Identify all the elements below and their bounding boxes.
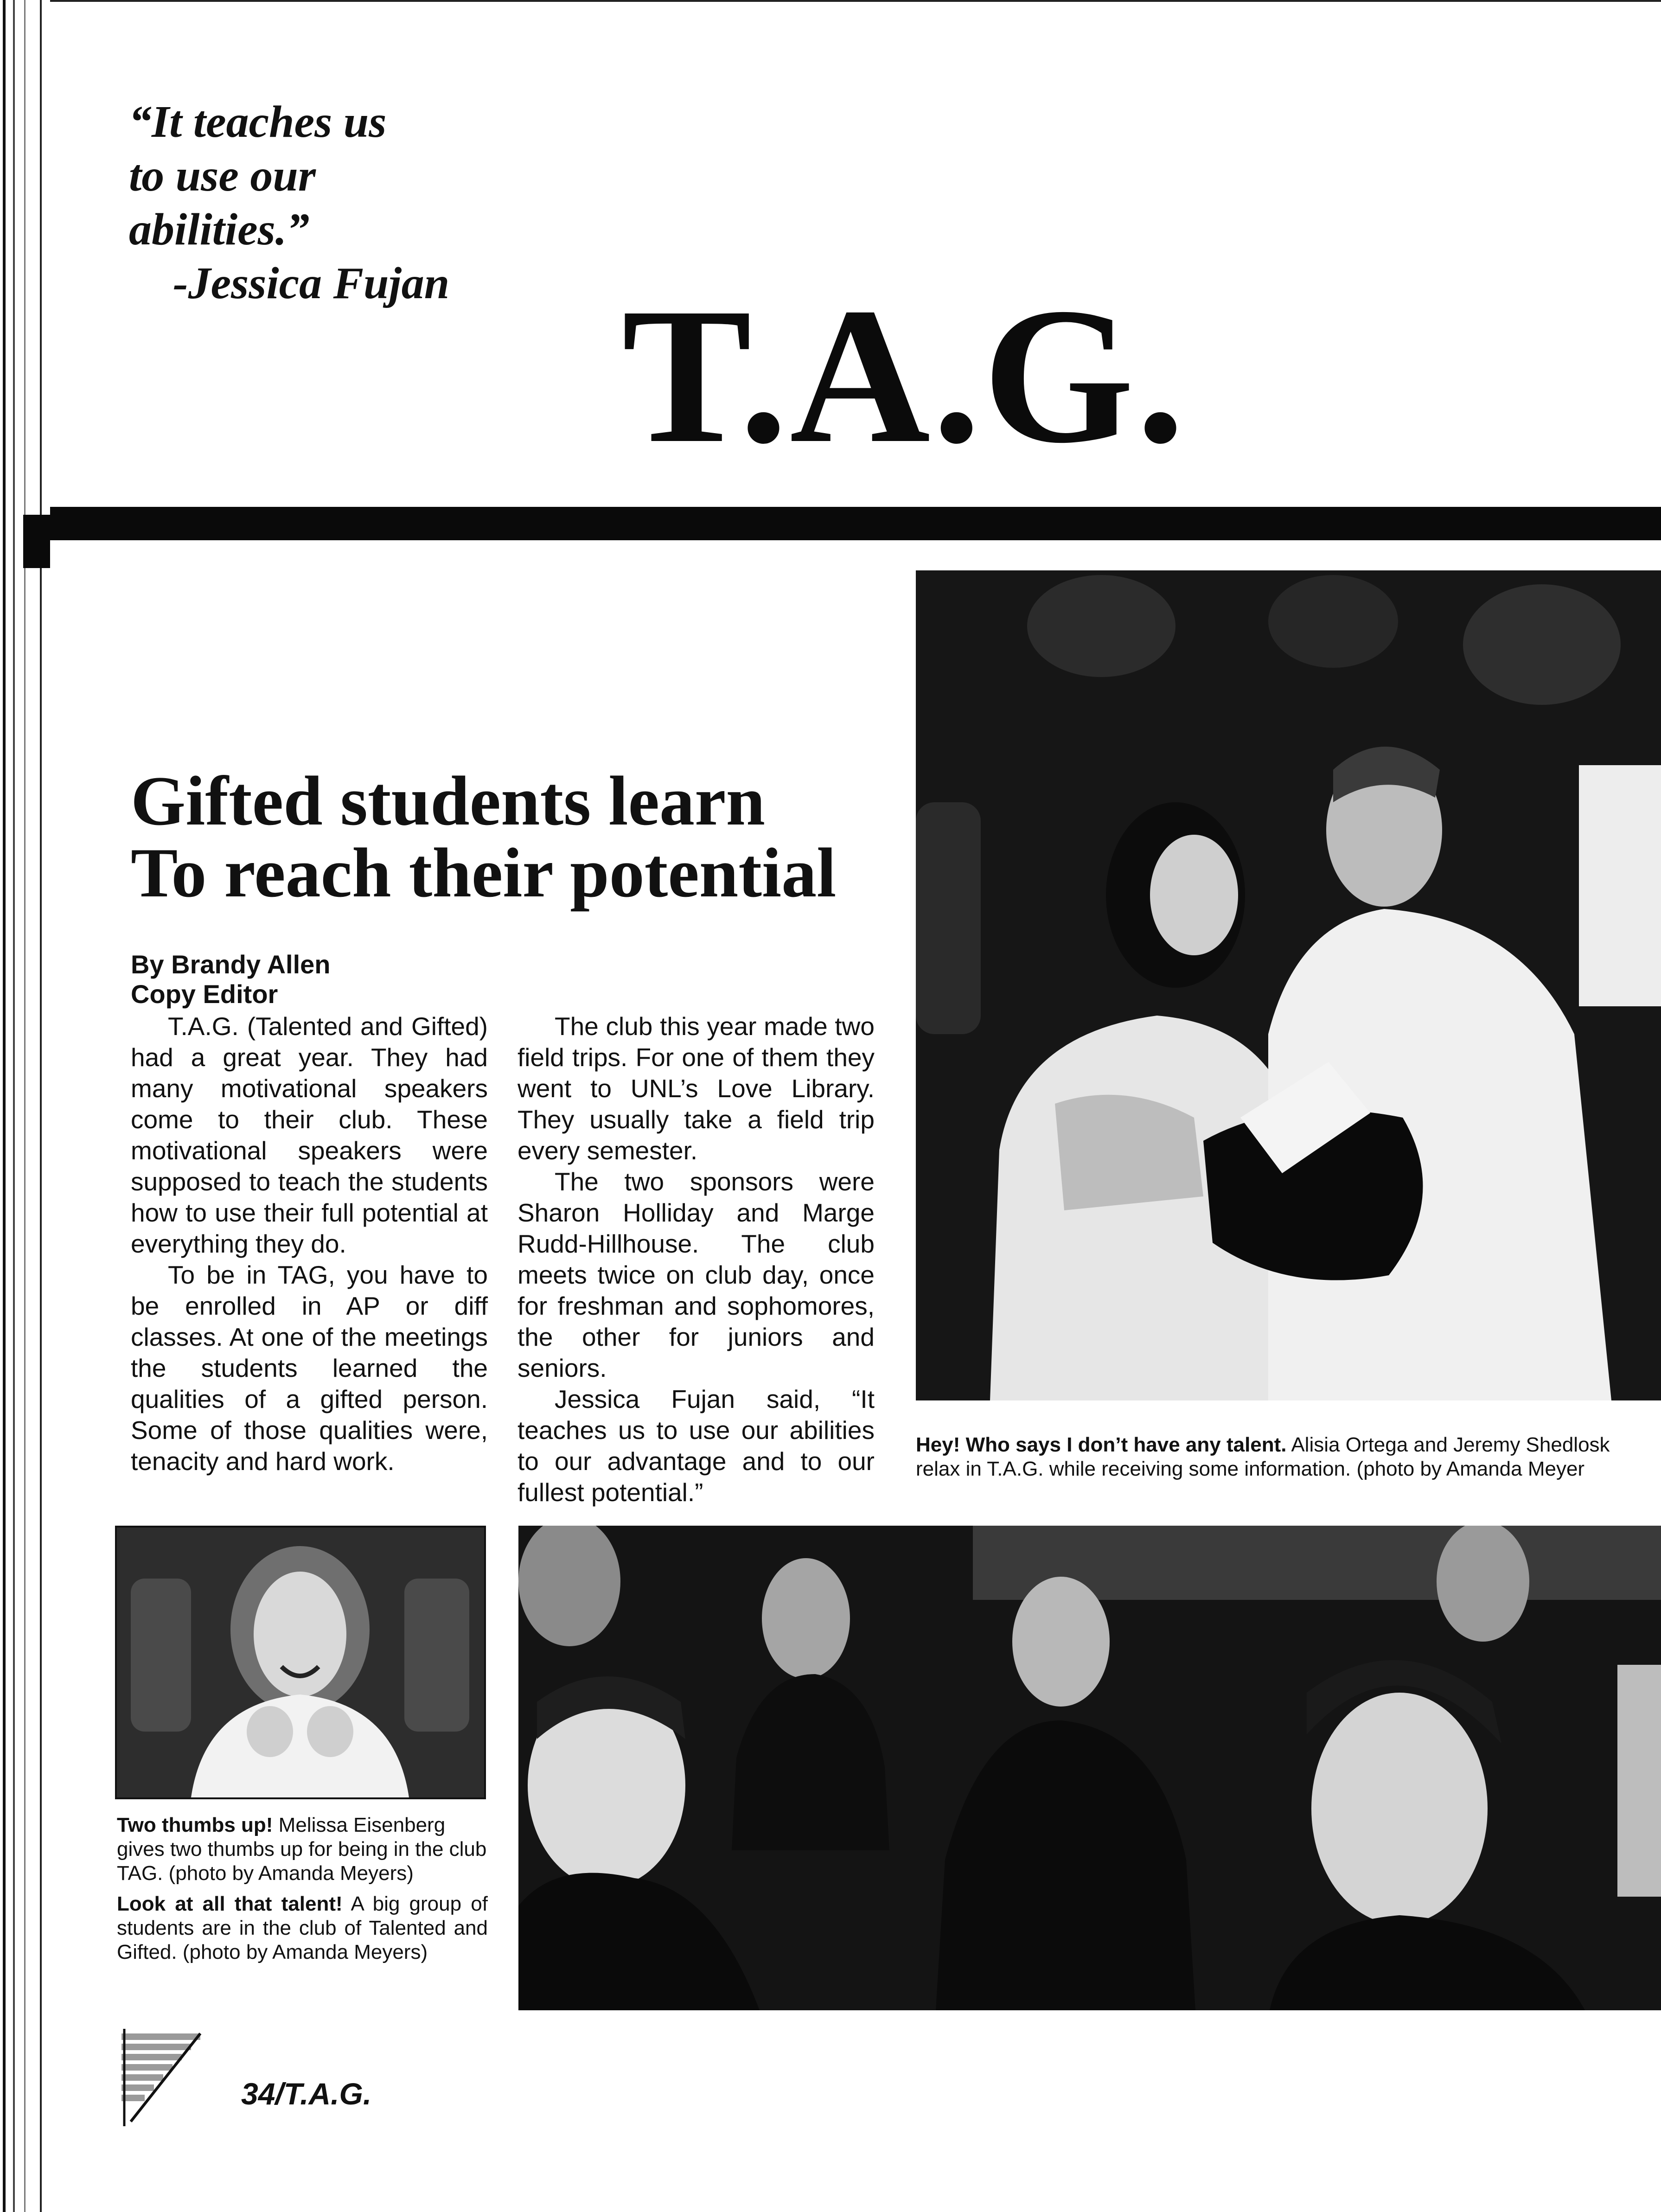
top-edge-rule (50, 0, 1661, 2)
headline-line: To reach their potential (131, 834, 837, 912)
caption-lead: Look at all that talent! (117, 1892, 343, 1915)
article-column-left (131, 1011, 488, 1477)
article-column-right (517, 1011, 875, 1508)
title-divider-rule (50, 507, 1661, 540)
pull-quote-line: abilities.” (129, 205, 310, 255)
article-paragraph: T.A.G. (Talented and Gifted) had a great year. They had many motivational speakers come to their club. These motivational speakers were supposed to teach the students how to use their full potential at everything they do. (131, 1012, 488, 1258)
byline-role: Copy Editor (131, 979, 278, 1009)
caption-lead: Two thumbs up! (117, 1814, 273, 1836)
caption-text: A big group of students are in the club of Talented and Gifted. (photo by Amanda Meyers) (117, 1892, 488, 1963)
caption-group-photo (117, 1892, 488, 1964)
caption-text: relax in T.A.G. while receiving some information. (photo by Amanda Meyer (916, 1458, 1585, 1480)
caption-main-photo (916, 1433, 1661, 1481)
caption-text: Alisia Ortega and Jeremy Shedlosk (1286, 1433, 1610, 1456)
headline-line: Gifted students learn (131, 762, 765, 840)
photo-thumbs-up (115, 1526, 486, 1799)
page-binding-edge (0, 0, 50, 2212)
article-paragraph: Jessica Fujan said, “It teaches us to use our abilities to our advantage and to our fullest potential.” (517, 1385, 875, 1507)
article-paragraph: To be in TAG, you have to be enrolled in AP or diff classes. At one of the meetings the students learned the qualities of a gifted person. Some of those qualities were, tenacity and hard work. (131, 1260, 488, 1476)
caption-text: Melissa Eisenberg gives two thumbs up for being in the club TAG. (photo by Amanda Meyers) (117, 1814, 487, 1885)
page-title: T.A.G. (622, 268, 1187, 483)
section-logo (121, 2029, 205, 2126)
article-headline (131, 762, 919, 912)
byline (131, 950, 502, 1009)
pull-quote (129, 95, 491, 310)
article-paragraph: The two sponsors were Sharon Holliday and Marge Rudd-Hillhouse. The club meets twice on club day, once for freshman and sophomores, the other for juniors and seniors. (517, 1167, 875, 1382)
byline-author: By Brandy Allen (131, 950, 331, 979)
photo-group-students (518, 1526, 1661, 2010)
pull-quote-line: to use our (129, 151, 316, 201)
photo-students-seated (916, 570, 1661, 1400)
pull-quote-attribution: -Jessica Fujan (173, 258, 450, 308)
caption-thumbs-photo (117, 1813, 488, 1886)
page-folio: 34/T.A.G. (241, 2077, 372, 2111)
article-paragraph: The club this year made two field trips. For one of them they went to UNL’s Love Library. They usually take a field trip every semester. (517, 1012, 875, 1165)
pull-quote-line: “It teaches us (129, 97, 387, 147)
edge-marker (23, 515, 50, 568)
caption-lead: Hey! Who says I don’t have any talent. (916, 1433, 1287, 1456)
